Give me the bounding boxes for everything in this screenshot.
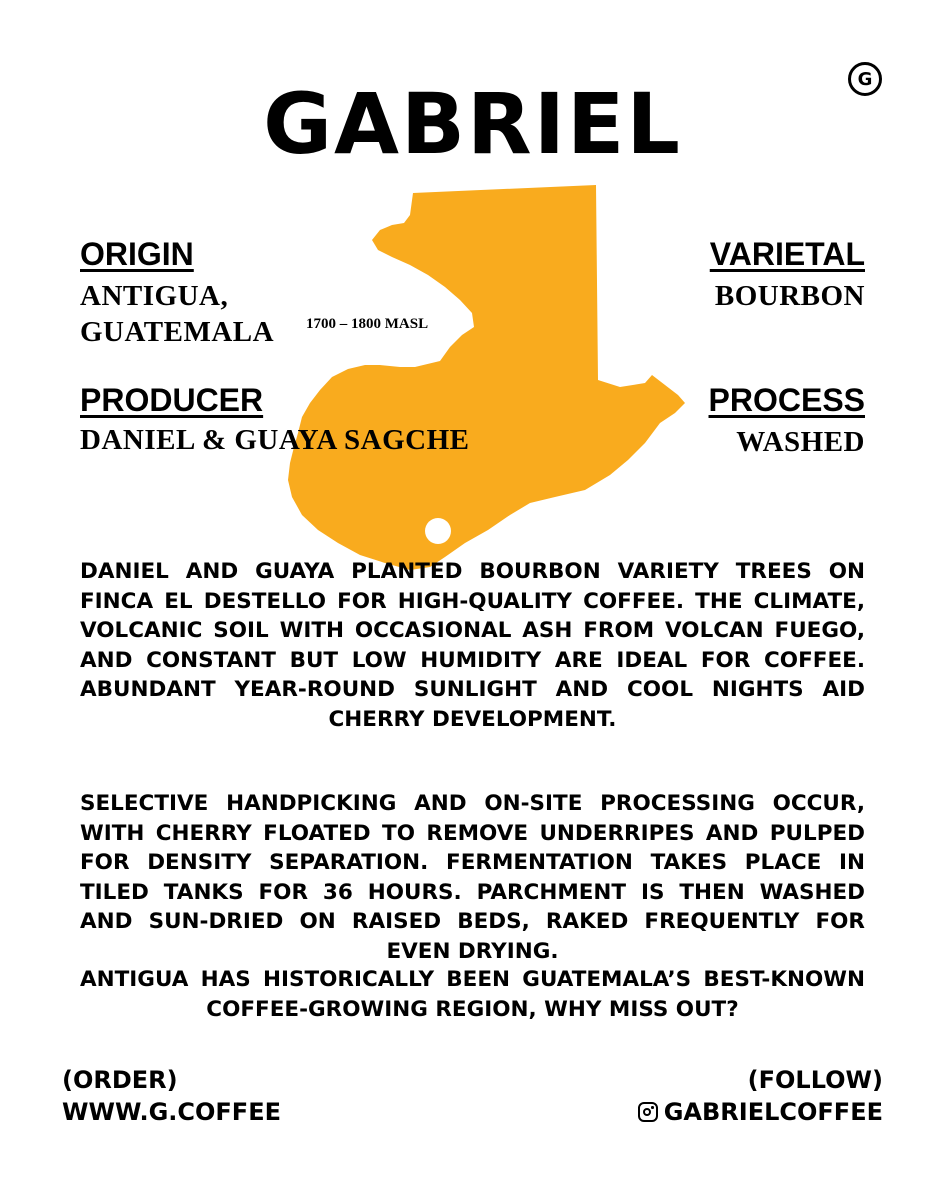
process-value: WASHED bbox=[736, 426, 865, 458]
antigua-marker bbox=[425, 518, 451, 544]
order-link[interactable]: WWW.G.COFFEE bbox=[62, 1098, 281, 1126]
origin-altitude: 1700 – 1800 MASL bbox=[306, 316, 429, 332]
g-logo-icon: G bbox=[848, 62, 882, 96]
instagram-handle: GABRIELCOFFEE bbox=[663, 1098, 883, 1126]
producer-value: DANIEL & GUAYA SAGCHE bbox=[80, 424, 470, 456]
origin-line2: GUATEMALA bbox=[80, 316, 275, 348]
origin-label: ORIGIN bbox=[80, 236, 194, 272]
order-label: (ORDER) bbox=[62, 1066, 178, 1094]
varietal-value: BOURBON bbox=[714, 280, 865, 312]
brand-title: GABRIEL bbox=[263, 75, 682, 173]
description-paragraph-2: SELECTIVE HANDPICKING AND ON-SITE PROCESSING OCCUR, WITH CHERRY FLOATED TO REMOVE UNDERRIPES AND PULPED FOR DENSITY SEPARATION. FERMENTATION TAKES PLACE IN TILED TANKS FOR 36 HOURS. PARCHMENT IS THEN WASHED AND SUN-DRIED ON RAISED BEDS, RAKED FREQUENTLY FOR EVEN DRYING. bbox=[80, 791, 865, 964]
process-label: PROCESS bbox=[708, 382, 865, 418]
varietal-label: VARIETAL bbox=[709, 236, 865, 272]
producer-label: PRODUCER bbox=[80, 382, 264, 418]
guatemala-map bbox=[280, 185, 700, 570]
instagram-icon bbox=[638, 1102, 658, 1122]
follow-link[interactable] bbox=[638, 1096, 883, 1128]
description-paragraph-1: DANIEL AND GUAYA PLANTED BOURBON VARIETY TREES ON FINCA EL DESTELLO FOR HIGH-QUALITY COFFEE. THE CLIMATE, VOLCANIC SOIL WITH OCCASIONAL ASH FROM VOLCAN FUEGO, AND CONSTANT BUT LOW HUMIDITY ARE IDEAL FOR COFFEE. ABUNDANT YEAR-ROUND SUNLIGHT AND COOL NIGHTS AID CHERRY DEVELOPMENT. bbox=[80, 559, 865, 732]
follow-label: (FOLLOW) bbox=[747, 1066, 883, 1094]
origin-line1: ANTIGUA, bbox=[80, 280, 229, 312]
description-paragraph-3: ANTIGUA HAS HISTORICALLY BEEN GUATEMALA’S BEST-KNOWN COFFEE-GROWING REGION, WHY MISS OUT? bbox=[80, 967, 865, 1022]
map-shape bbox=[288, 185, 685, 570]
